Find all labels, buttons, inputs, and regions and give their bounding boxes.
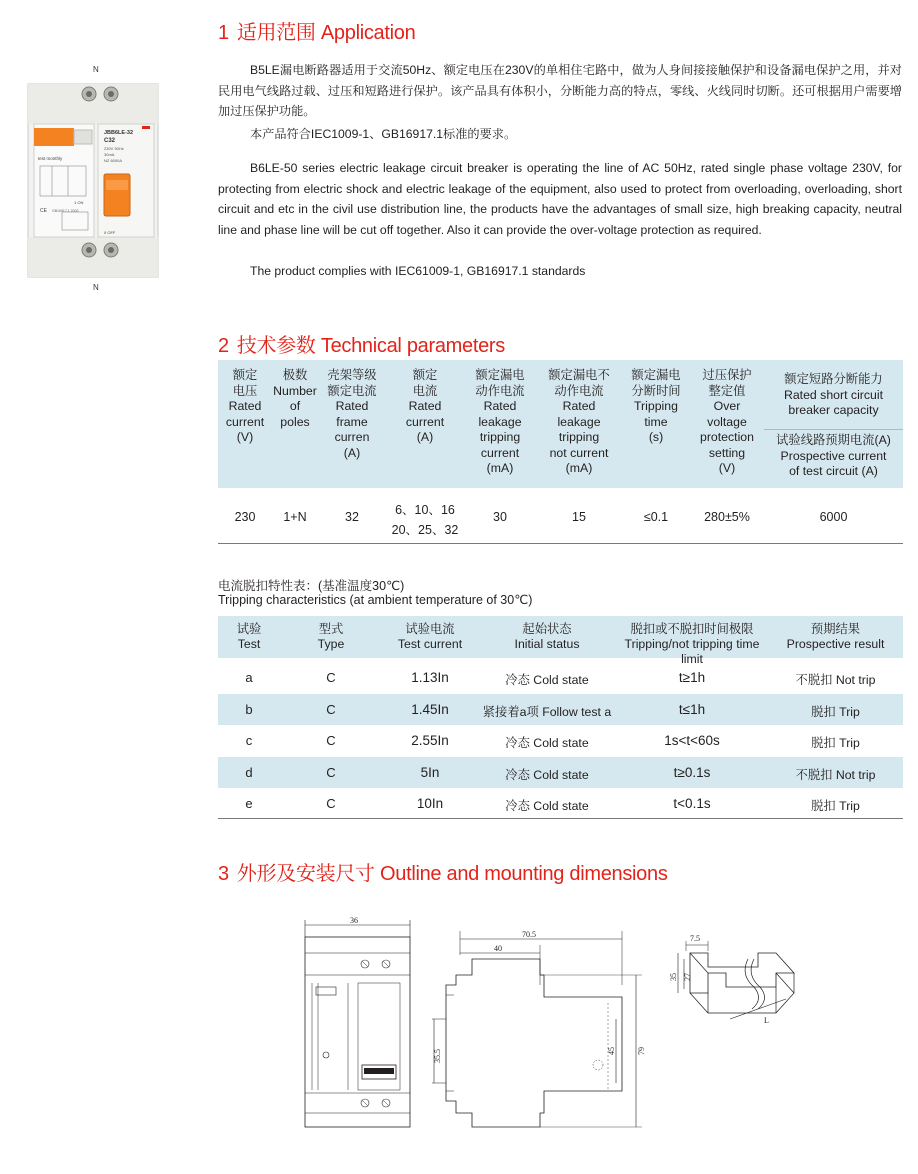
application-en-standards: The product complies with IEC61009-1, GB16917.1 standards — [250, 264, 586, 278]
tech-header-line: current — [405, 414, 445, 429]
tripping-cell-result: 脱扣 Trip — [811, 704, 860, 719]
tripping-caption-cn: 电流脱扣特性表：(基准温度30℃) — [218, 579, 405, 593]
header-capacity-line: 额定短路分断能力 — [784, 372, 883, 386]
tripping-caption-en: Tripping characteristics (at ambient temperature of 30℃) — [218, 593, 533, 607]
tech-header-col-3 — [318, 368, 386, 461]
tech-header-line: (A) — [416, 430, 434, 444]
section-1-title — [218, 16, 415, 45]
product-label-model: JBB6LE-32 — [104, 130, 134, 136]
tripping-cell-status: 冷态 Cold state — [505, 673, 589, 687]
tripping-cell-status: 冷态 Cold state — [505, 736, 589, 750]
tech-header-line: 极数 — [282, 368, 308, 382]
tripping-cell-result: 不脱扣 Not trip — [795, 673, 876, 687]
application-en-paragraph: B6LE-50 series electric leakage circuit breaker is operating the line of AC 50Hz, rated single phase voltage 230V, for protecting from electric shock and electric leakage of the equipment, also used to protect from overloading, overloading, short circuit and etc in the civil use distribution line, the products have the advantages of small size, high breaking capacity, neutral line and phase line will be cut off together. Also it can provide the over-voltage protection as required. — [218, 161, 902, 237]
tripping-header-line: Type — [317, 637, 345, 651]
tripping-header-line: Test current — [397, 637, 463, 651]
tripping-cell-test: a — [245, 670, 253, 685]
tech-header-line: 电压 — [232, 383, 258, 398]
tripping-header-col-6 — [768, 622, 903, 652]
tech-header-line: tripping — [479, 430, 521, 444]
tripping-header-col-3 — [382, 622, 478, 652]
side-h-total-label: 79 — [637, 1047, 646, 1055]
cell-poles: 1+N — [283, 510, 307, 524]
tripping-cell-result: 脱扣 Trip — [811, 736, 860, 750]
tech-header-line: 额定漏电不 — [548, 368, 610, 382]
section-3-number: 3 — [218, 863, 229, 885]
tripping-bottom-rule — [218, 818, 903, 819]
tech-header-line: 额定 — [412, 368, 438, 382]
cell-capacity: 6000 — [819, 510, 848, 524]
tech-header-line: setting — [708, 445, 746, 460]
tripping-cell-test: b — [245, 701, 253, 717]
application-cn-standards: 本产品符合IEC1009-1、GB16917.1标准的要求。 — [250, 127, 517, 141]
tripping-header-line: Tripping/not tripping time limit — [624, 637, 760, 666]
tripping-cell-status: 紧接着a项 Follow test a — [482, 704, 612, 719]
tech-header-line: 额定漏电 — [475, 368, 525, 382]
tripping-header-col-5 — [616, 622, 768, 667]
tech-header-line: Rated — [483, 399, 517, 413]
tripping-header-line: 试验 — [236, 622, 262, 636]
tripping-cell-status: 冷态 Cold state — [505, 767, 589, 782]
tripping-cell-current: 5In — [420, 764, 440, 780]
tripping-header-line: 脱扣或不脱扣时间极限 — [630, 622, 754, 636]
tripping-cell-status: 冷态 Cold state — [505, 799, 589, 813]
rail-width-label: 7.5 — [690, 934, 700, 943]
tripping-header-line: Initial status — [514, 637, 580, 651]
product-label-cert: GB16917.1 2003 — [52, 209, 79, 213]
tech-header-line: tripping — [558, 430, 600, 444]
tripping-cell-current: 2.55In — [411, 733, 449, 748]
product-label-specs: 230V 50Hz — [104, 146, 124, 151]
header-capacity-top — [764, 372, 903, 419]
section-2-number: 2 — [218, 335, 229, 357]
tripping-header-line: Prospective result — [786, 637, 885, 651]
tripping-header-col-2 — [280, 622, 382, 652]
tech-header-line: current — [480, 445, 520, 460]
tripping-cell-test: e — [245, 796, 253, 811]
tech-header-line: Tripping — [634, 399, 678, 413]
tech-header-col-4 — [386, 368, 464, 446]
tech-header-line: poles — [280, 414, 310, 429]
tech-header-line: (mA) — [565, 461, 593, 475]
section-2-heading: 技术参数 Technical parameters — [236, 335, 505, 357]
tech-header-col-2 — [272, 368, 318, 430]
tripping-cell-current: 10In — [416, 796, 444, 811]
product-label-ma: 30mA — [104, 152, 115, 157]
tech-header-line: current — [225, 414, 265, 429]
product-label-nz: NZ 6000A — [104, 158, 123, 163]
cell-voltage: 230 — [234, 510, 256, 524]
header-capacity-line: breaker capacity — [788, 403, 879, 417]
tripping-cell-current: 1.13In — [411, 670, 449, 685]
side-view-drawing — [432, 915, 652, 1137]
tech-header-line: (V) — [718, 461, 736, 475]
side-h-mid-label: 45 — [607, 1047, 616, 1055]
header-capacity-line: of test circuit (A) — [789, 464, 878, 478]
cell-current-1: 6、10、16 — [395, 503, 455, 517]
section-1-number: 1 — [218, 22, 229, 44]
cell-trip-current: 30 — [493, 510, 507, 524]
tripping-row — [218, 694, 903, 725]
product-label-off: 0 OFF — [104, 230, 116, 235]
header-capacity-line: 试验线路预期电流(A) — [776, 433, 891, 447]
tech-header-line: 电流 — [412, 383, 438, 398]
front-view-drawing — [300, 915, 420, 1137]
tech-header-line: 分断时间 — [631, 383, 681, 398]
tech-header-line: of — [289, 399, 301, 413]
tech-header-line: time — [644, 414, 668, 429]
tech-header-col-5 — [464, 368, 536, 477]
tripping-cell-current: 1.45In — [411, 701, 449, 717]
section-1-heading: 适用范围 Application — [236, 22, 416, 44]
cell-trip-time: ≤0.1 — [643, 510, 669, 524]
header-capacity-line: Prospective current — [780, 448, 887, 463]
tech-header-line: 壳架等级 — [327, 368, 377, 382]
tech-header-line: (s) — [648, 430, 664, 444]
tech-params-row — [218, 488, 903, 544]
tech-header-col-6 — [536, 368, 622, 477]
section-3-title — [218, 857, 668, 886]
tripping-cell-limit: t≥0.1s — [673, 764, 711, 780]
rail-h2-label: 27 — [683, 973, 692, 981]
tripping-header-line: Test — [237, 637, 261, 651]
tech-header-line: 动作电流 — [554, 383, 604, 398]
tripping-cell-type: C — [326, 670, 336, 685]
tech-header-line: (V) — [236, 430, 254, 444]
tripping-cell-result: 不脱扣 Not trip — [795, 767, 876, 782]
product-label-on: 1 ON — [74, 200, 84, 205]
tech-header-line: (mA) — [486, 461, 514, 475]
cell-current-2: 20、25、32 — [391, 523, 459, 537]
tripping-header-line: 试验电流 — [405, 622, 455, 636]
rail-h1-label: 35 — [669, 973, 678, 981]
tech-header-line: 过压保护 — [702, 368, 752, 382]
tech-header-line: protection — [699, 430, 754, 444]
side-h-front-label: 35.5 — [433, 1049, 442, 1063]
tech-header-line: Rated — [562, 399, 596, 413]
tech-header-line: 动作电流 — [475, 383, 525, 398]
tech-header-line: curren — [334, 430, 370, 444]
tech-header-col-8 — [690, 368, 764, 477]
application-cn-paragraph: B5LE漏电断路器适用于交流50Hz、额定电压在230V的单相住宅路中，做为人身间接接触保护和设备漏电保护之用，并对民用电气线路过载、过压和短路进行保护。该产品具有体积小，分断能力高的特点，零线、火线同时切断。还可根据用户需要增加过压保护功能。 — [218, 63, 902, 118]
tripping-cell-type: C — [326, 796, 336, 811]
tech-header-line: leakage — [557, 414, 601, 429]
product-label-test: test monthly — [38, 156, 63, 161]
side-depth-front-label: 40 — [494, 944, 502, 953]
section-2-title — [218, 329, 505, 358]
tripping-cell-test: c — [245, 733, 253, 748]
tech-header-line: (A) — [343, 445, 361, 460]
tripping-row — [218, 725, 903, 756]
tripping-cell-type: C — [326, 764, 336, 780]
tripping-row — [218, 788, 903, 819]
tripping-header-col-1 — [218, 622, 280, 652]
tech-header-line: voltage — [707, 414, 747, 429]
tripping-cell-test: d — [245, 764, 253, 780]
front-width-label: 36 — [350, 916, 358, 925]
product-label-ce: CE — [40, 208, 47, 214]
tripping-cell-type: C — [326, 733, 336, 748]
header-capacity-line: Rated short circuit — [783, 387, 884, 402]
tripping-cell-type: C — [326, 701, 336, 717]
header-divider — [764, 429, 903, 430]
tripping-row — [218, 757, 903, 788]
product-label-n-top: N — [93, 65, 99, 74]
tech-header-line: Rated — [228, 399, 262, 413]
product-photo — [16, 62, 168, 292]
tripping-cell-limit: t≤1h — [678, 701, 706, 717]
rail-length-label: L — [764, 1016, 769, 1025]
product-label-rating: C32 — [104, 138, 116, 144]
header-capacity-bottom — [764, 433, 903, 480]
tripping-header-line: 型式 — [318, 622, 344, 636]
din-rail-drawing — [668, 915, 800, 1075]
tech-header-line: 额定漏电 — [631, 368, 681, 382]
cell-no-trip-current: 15 — [572, 510, 586, 524]
section-3-heading: 外形及安装尺寸 Outline and mounting dimensions — [236, 863, 668, 885]
tripping-cell-limit: 1s<t<60s — [664, 733, 720, 748]
tech-header-col-7 — [622, 368, 690, 446]
cell-frame: 32 — [345, 510, 359, 524]
tech-header-col-1 — [218, 368, 272, 446]
tripping-header-col-4 — [478, 622, 616, 652]
tripping-header-line: 起始状态 — [522, 622, 572, 636]
tripping-row — [218, 662, 903, 693]
tech-header-line: 额定电流 — [327, 383, 377, 398]
tripping-cell-limit: t<0.1s — [673, 796, 711, 811]
tripping-cell-limit: t≥1h — [678, 670, 706, 685]
tech-header-line: frame — [336, 414, 368, 429]
tripping-cell-result: 脱扣 Trip — [811, 799, 860, 813]
cell-over-voltage: 280±5% — [704, 510, 750, 524]
tech-header-line: not current — [549, 445, 609, 460]
tech-header-line: Over — [713, 399, 741, 413]
product-label-n-bottom: N — [93, 283, 99, 292]
tech-header-line: leakage — [478, 414, 522, 429]
side-depth-total-label: 70.5 — [522, 930, 536, 939]
tech-header-line: 额定 — [232, 368, 258, 382]
tech-header-line: Number — [273, 383, 317, 398]
tripping-header-line: 预期结果 — [810, 622, 861, 636]
tech-header-line: 整定值 — [708, 383, 746, 398]
tech-header-line: Rated — [335, 399, 369, 413]
tech-header-line: Rated — [408, 399, 442, 413]
